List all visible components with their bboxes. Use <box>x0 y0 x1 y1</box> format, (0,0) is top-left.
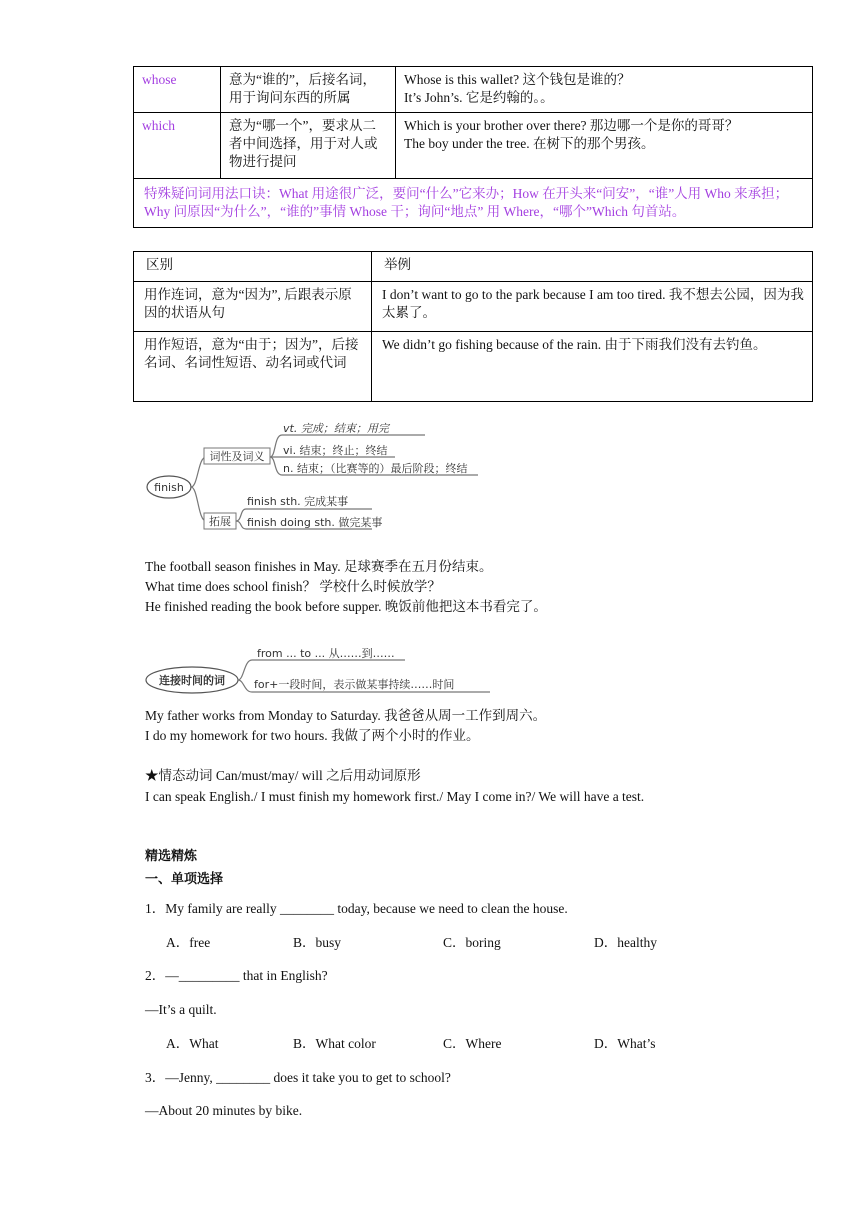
option-b: B．busy <box>293 935 342 950</box>
section-title: 一、单项选择 <box>145 872 224 887</box>
option-c: C．Where <box>443 1036 502 1051</box>
finish-mindmap <box>140 415 500 535</box>
table-row <box>134 282 813 332</box>
table-row <box>134 113 813 179</box>
mnemonic-cell: 特殊疑问词用法口诀：What 用途很广泛，要问“什么”它来办；How 在开头来“问安”，“谁”人用 Who 来承担；Why 问原因“为什么”，“谁的”事情 Whose 干；询问“地点” 用 Where，“哪个”Which 句首站。 <box>134 179 813 228</box>
header-example: 举例 <box>372 252 813 282</box>
option-d: D．healthy <box>594 935 657 950</box>
example-sentence: What time does school finish？ 学校什么时候放学？ <box>145 579 441 594</box>
header-diff: 区别 <box>134 252 372 282</box>
question-reply: —About 20 minutes by bike. <box>145 1103 303 1118</box>
option-a: A．What <box>166 1036 219 1051</box>
modal-title: ★情态动词 Can/must/may/ will 之后用动词原形 <box>145 768 421 783</box>
example-sentence: My father works from Monday to Saturday. 我爸爸从周一工作到周六。 <box>145 708 547 723</box>
because-table <box>133 251 813 402</box>
question-stem: 3．—Jenny, ________ does it take you to get to school? <box>145 1070 451 1085</box>
example-sentence: The football season finishes in May. 足球赛季在五月份结束。 <box>145 559 493 574</box>
question-stem: 2．—_________ that in English? <box>145 968 328 983</box>
modal-example: I can speak English./ I must finish my homework first./ May I come in?/ We will have a test. <box>145 789 645 804</box>
question-words-table <box>133 66 813 228</box>
example-cell: I don’t want to go to the park because I am too tired. 我不想去公园，因为我太累了。 <box>372 282 813 332</box>
question-stem: 1．My family are really ________ today, because we need to clean the house. <box>145 901 568 916</box>
table-row <box>134 67 813 113</box>
meaning-cell: 意为“哪一个”，要求从二者中间选择，用于对人或物进行提问 <box>221 113 396 179</box>
leaf-label: vt. 完成；结束；用完 <box>283 422 389 435</box>
diff-cell: 用作短语，意为“由于；因为”，后接名词、名词性短语、动名词或代词 <box>134 332 372 402</box>
branch-label: 拓展 <box>209 515 231 528</box>
diff-cell: 用作连词，意为“因为”, 后跟表示原因的状语从句 <box>134 282 372 332</box>
time-words-mindmap <box>140 640 500 700</box>
leaf-label: n. 结束；（比赛等的）最后阶段；终结 <box>283 462 468 475</box>
meaning-cell: 意为“谁的”，后接名词，用于询问东西的所属 <box>221 67 396 113</box>
question-reply: —It’s a quilt. <box>145 1002 217 1017</box>
example-cell: Whose is this wallet? 这个钱包是谁的？ It’s John’s. 它是约翰的。。 <box>396 67 813 113</box>
root-label: 连接时间的词 <box>159 674 225 687</box>
leaf-label: from ... to ... 从……到…… <box>257 647 395 660</box>
example-cell: We didn’t go fishing because of the rain. 由于下雨我们没有去钓鱼。 <box>372 332 813 402</box>
word-cell: which <box>134 113 221 179</box>
option-d: D．What’s <box>594 1036 656 1051</box>
table-row <box>134 179 813 228</box>
leaf-label: finish doing sth. 做完某事 <box>247 516 383 529</box>
leaf-label: finish sth. 完成某事 <box>247 495 349 508</box>
option-a: A．free <box>166 935 211 950</box>
word-cell: whose <box>134 67 221 113</box>
connector <box>238 660 405 680</box>
example-sentence: He finished reading the book before supper. 晚饭前他把这本书看完了。 <box>145 599 547 614</box>
example-sentence: I do my homework for two hours. 我做了两个小时的作业。 <box>145 728 480 743</box>
leaf-label: vi. 结束；终止；终结 <box>283 444 388 457</box>
table-row <box>134 332 813 402</box>
option-c: C．boring <box>443 935 501 950</box>
practice-heading: 精选精炼 <box>145 849 198 864</box>
branch-label: 词性及词义 <box>209 450 265 463</box>
example-cell: Which is your brother over there? 那边哪一个是你的哥哥？ The boy under the tree. 在树下的那个男孩。 <box>396 113 813 179</box>
table-header-row <box>134 252 813 282</box>
leaf-label: for+一段时间，表示做某事持续……时间 <box>254 678 455 691</box>
root-label: finish <box>154 481 184 494</box>
option-b: B．What color <box>293 1036 376 1051</box>
